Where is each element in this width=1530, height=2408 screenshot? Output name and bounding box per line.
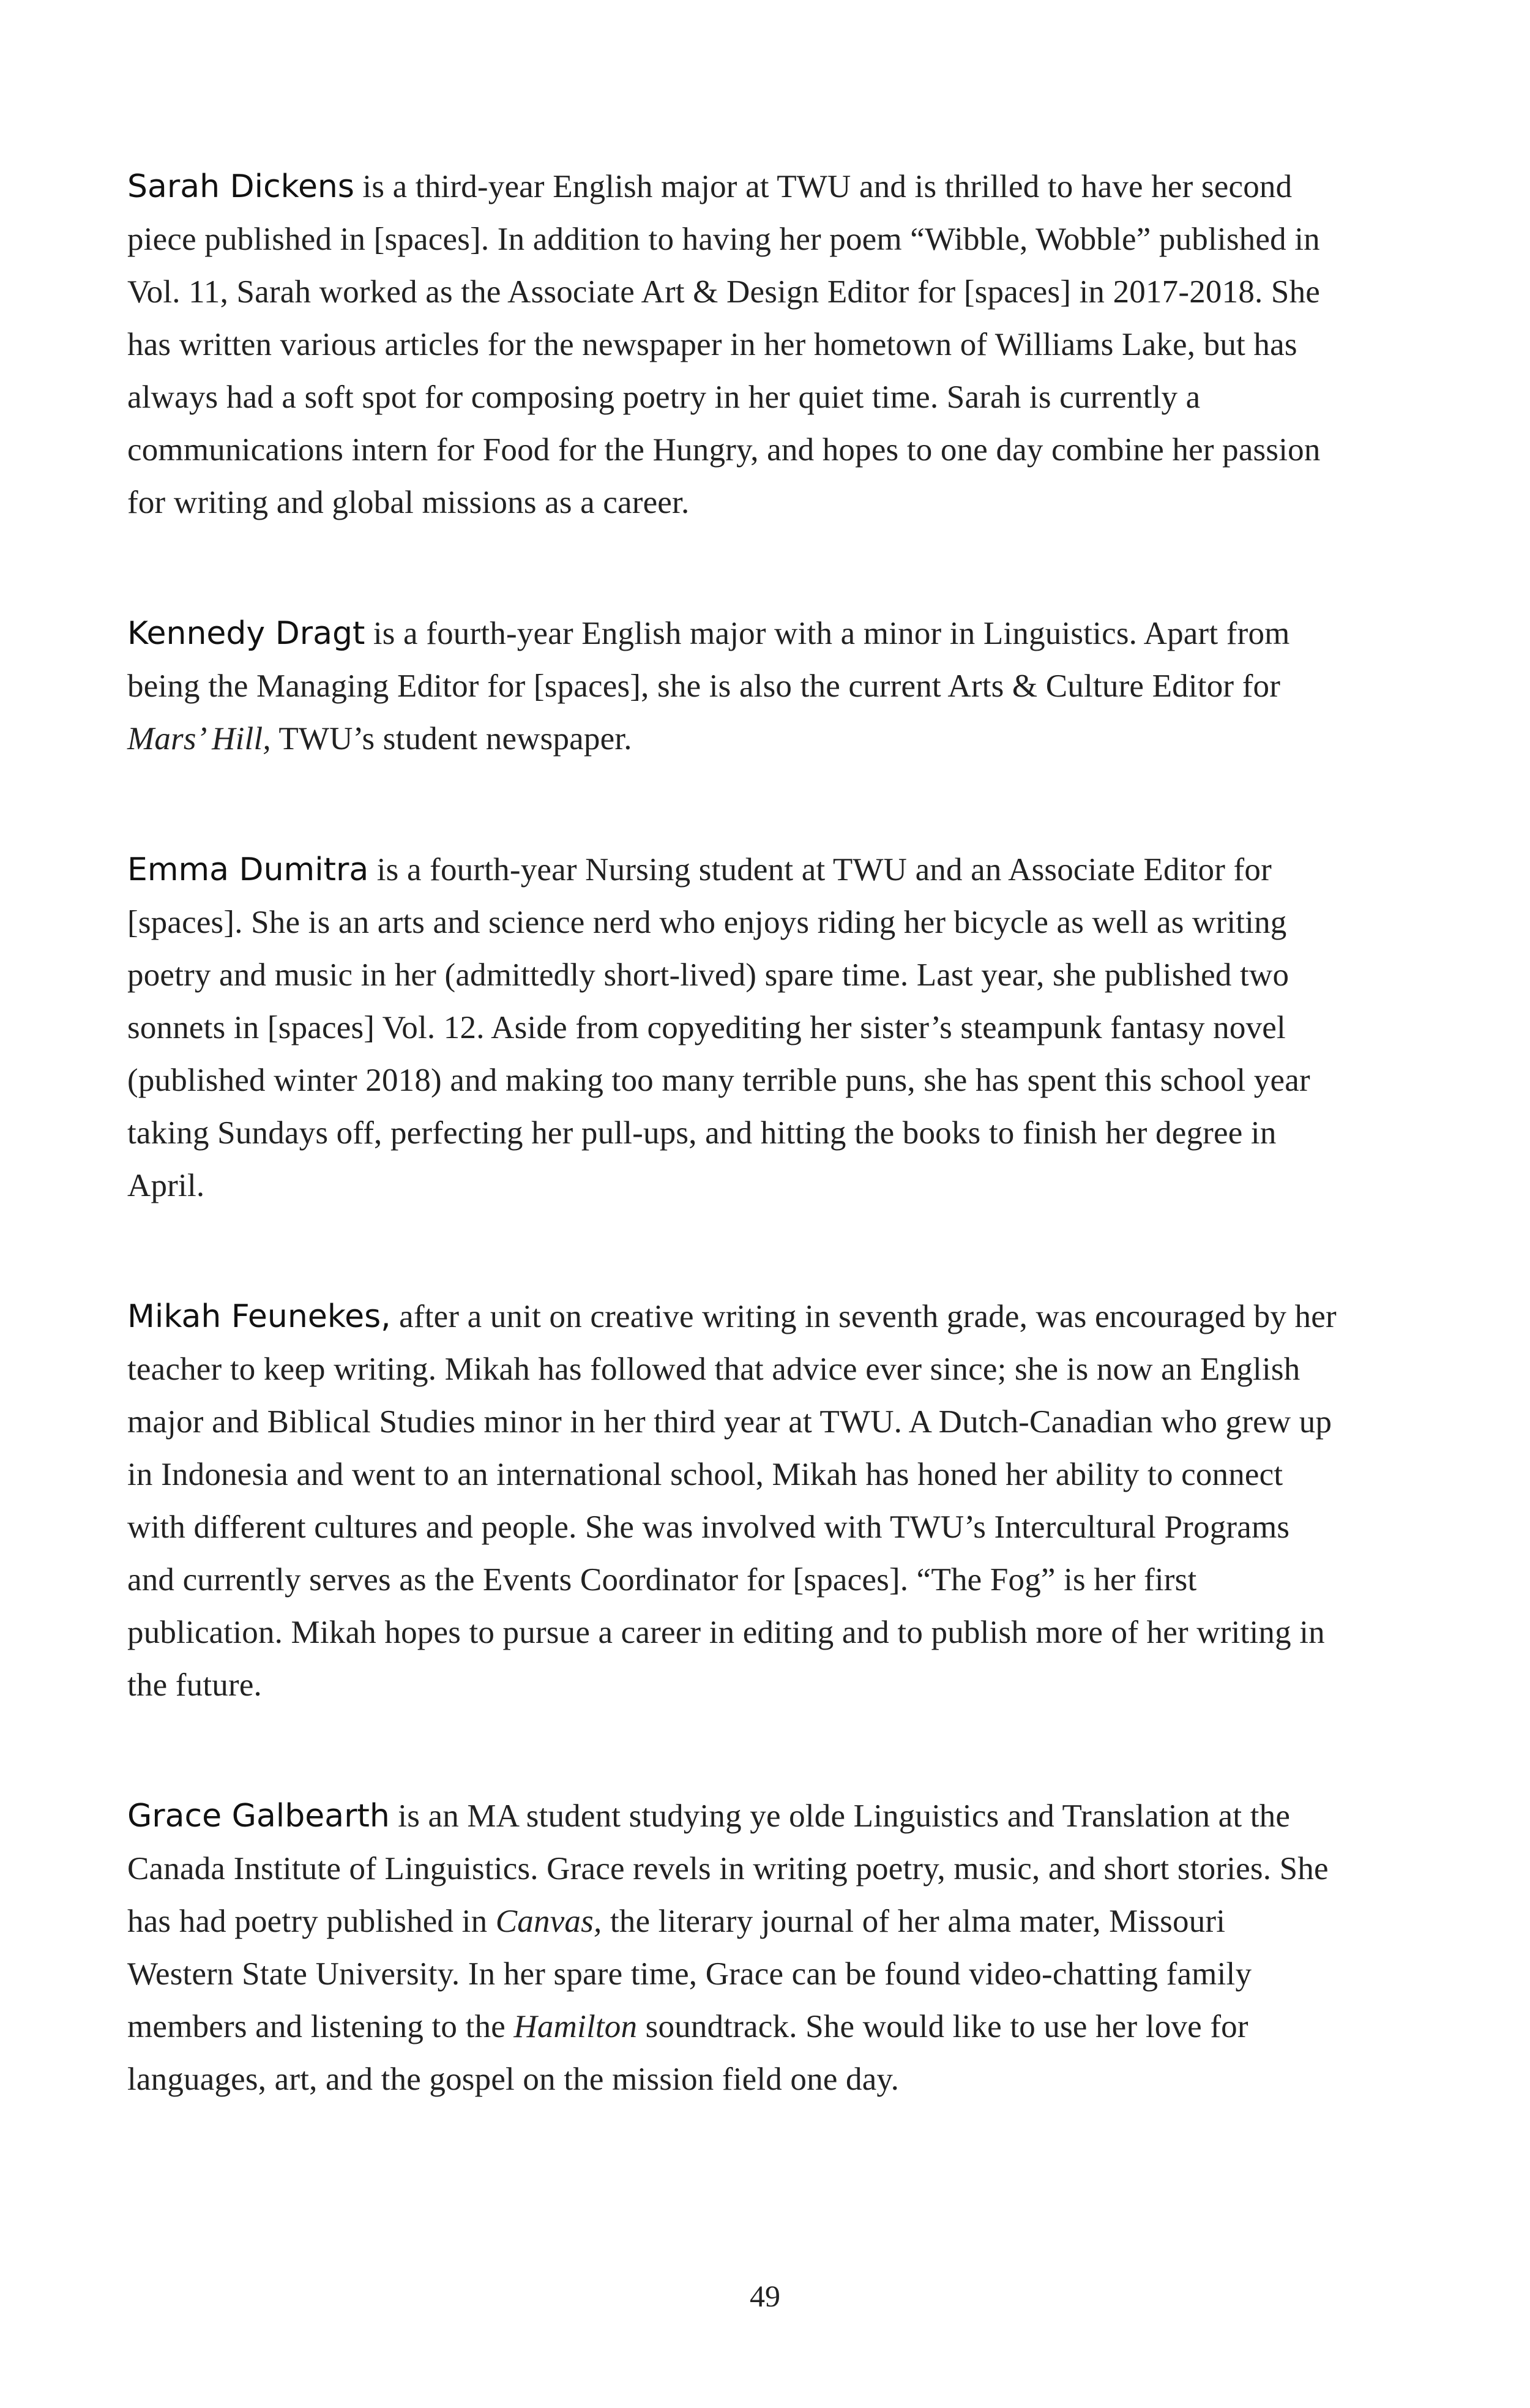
publication-title: Mars’ Hill, xyxy=(127,721,271,757)
bio-text: is a third-year English major at TWU and is thrilled to have her second piece published in [spaces]. In addition to having her poem “Wibble, Wobble” published in Vol. 11, Sarah worked as the Associate Art & Design Editor for [spaces] in 2017-2018. She has written various articles for the newspaper in her hometown of Williams Lake, but has always had a soft spot for composing poetry in her quiet time. Sarah is currently a communications intern for Food for the Hungry, and hopes to one day combine her passion for writing and global missions as a career. xyxy=(127,169,1321,520)
bio-grace-galbearth xyxy=(127,1790,1339,2106)
soundtrack-title: Hamilton xyxy=(513,2009,638,2044)
bio-emma-dumitra xyxy=(127,843,1339,1212)
bio-kennedy-dragt xyxy=(127,607,1339,765)
bio-name: Kennedy Dragt xyxy=(127,615,365,652)
bio-name: Grace Galbearth xyxy=(127,1798,390,1834)
bio-text: is a fourth-year English major with a minor in Linguistics. Apart from being the Managing Editor for [spaces], she is also the current Arts & Culture Editor for xyxy=(127,616,1290,704)
bio-text: the literary journal of her alma mater, Missouri Western State University. In her spare time, Grace can be found video-chatting family members and listening to the xyxy=(127,1904,1252,2044)
bio-text: after a unit on creative writing in seventh grade, was encouraged by her teacher to keep writing. Mikah has followed that advice ever since; she is now an English major and Biblical Studies minor in her third year at TWU. A Dutch-Canadian who grew up in Indonesia and went to an international school, Mikah has honed her ability to connect with different cultures and people. She was involved with TWU’s Intercultural Programs and currently serves as the Events Coordinator for [spaces]. “The Fog” is her first publication. Mikah hopes to pursue a career in editing and to publish more of her writing in the future. xyxy=(127,1299,1337,1703)
bio-name: Mikah Feunekes, xyxy=(127,1298,391,1335)
bio-text: is an MA student studying ye olde Linguistics and Translation at the Canada Institute of Linguistics. Grace revels in writing poetry, music, and short stories. She has had poetry published in xyxy=(127,1798,1329,1939)
bio-mikah-feunekes xyxy=(127,1290,1339,1711)
page-number: 49 xyxy=(750,2279,780,2313)
bio-text: TWU’s student newspaper. xyxy=(271,721,632,757)
contributor-bios xyxy=(127,160,1339,2184)
bio-text: soundtrack. She would like to use her love for languages, art, and the gospel on the mission field one day. xyxy=(127,2009,1248,2097)
bio-text: is a fourth-year Nursing student at TWU and an Associate Editor for [spaces]. She is an arts and science nerd who enjoys riding her bicycle as well as writing poetry and music in her (admittedly short-lived) spare time. Last year, she published two sonnets in [spaces] Vol. 12. Aside from copyediting her sister’s steampunk fantasy novel (published winter 2018) and making too many terrible puns, she has spent this school year taking Sundays off, perfecting her pull-ups, and hitting the books to finish her degree in April. xyxy=(127,852,1310,1203)
bio-name: Emma Dumitra xyxy=(127,851,369,888)
publication-title: Canvas, xyxy=(495,1904,602,1939)
bio-name: Sarah Dickens xyxy=(127,168,354,205)
bio-sarah-dickens xyxy=(127,160,1339,529)
